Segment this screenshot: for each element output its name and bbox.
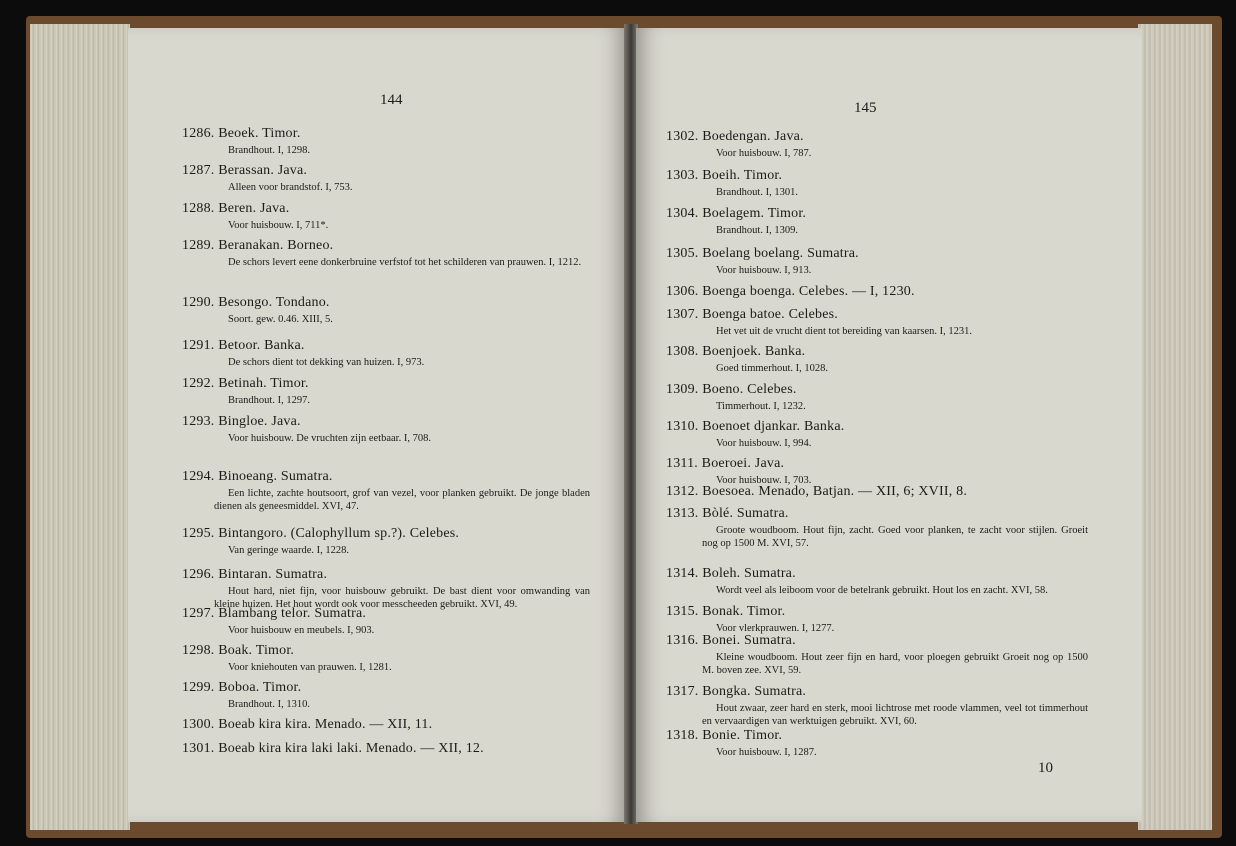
entry-heading bbox=[182, 469, 333, 485]
entry-number: 1296. bbox=[182, 567, 215, 582]
entry-number: 1316. bbox=[666, 633, 699, 648]
entry-heading bbox=[666, 168, 782, 184]
entry-heading bbox=[182, 126, 301, 142]
entry-number: 1308. bbox=[666, 344, 699, 359]
entry-name: Bongka. Sumatra. bbox=[698, 684, 807, 699]
entry-heading bbox=[666, 382, 797, 398]
right-page bbox=[636, 28, 1142, 822]
entry-description: Hout hard, niet fijn, voor huisbouw gebruikt. De bast dient voor omwanding van kleine huizen. Het hout wordt ook voor messcheeden gebruikt. XVI, 49. bbox=[214, 586, 590, 610]
entry-name: Boenoet djankar. Banka. bbox=[698, 419, 845, 434]
entry-number: 1290. bbox=[182, 295, 215, 310]
entry-heading bbox=[182, 238, 333, 254]
entry-description: Voor huisbouw. I, 913. bbox=[716, 265, 812, 276]
entry-description: Voor vlerkprauwen. I, 1277. bbox=[716, 623, 835, 634]
entry-number: 1298. bbox=[182, 643, 215, 658]
entry-name: Boenjoek. Banka. bbox=[698, 344, 806, 359]
entry-name: Boleh. Sumatra. bbox=[698, 566, 796, 581]
entry-description: Voor huisbouw. I, 1287. bbox=[716, 747, 817, 758]
entry-name: Boelagem. Timor. bbox=[698, 206, 807, 221]
entry-number: 1300. bbox=[182, 717, 215, 732]
entry-name: Beranakan. Borneo. bbox=[214, 238, 334, 253]
entry-description: Timmerhout. I, 1232. bbox=[716, 401, 806, 412]
entry-heading bbox=[666, 419, 844, 435]
entry-number: 1286. bbox=[182, 126, 215, 141]
page-number-left: 144 bbox=[380, 92, 403, 108]
page-edges-left bbox=[30, 24, 130, 830]
entry-heading bbox=[182, 567, 327, 583]
entry-description: De schors levert eene donkerbruine verfstof tot het schilderen van prauwen. I, 1212. bbox=[228, 257, 582, 268]
entry-heading bbox=[666, 728, 782, 744]
entry-name: Beren. Java. bbox=[214, 201, 290, 216]
entry-number: 1305. bbox=[666, 246, 699, 261]
entry-description: Brandhout. I, 1310. bbox=[228, 699, 310, 710]
entry-description: Een lichte, zachte houtsoort, grof van vezel, voor planken gebruikt. De jonge bladen dienen als geneesmiddel. XVI, 47. bbox=[214, 488, 590, 512]
entry-number: 1294. bbox=[182, 469, 215, 484]
entry-description: Brandhout. I, 1309. bbox=[716, 225, 798, 236]
entry-heading bbox=[666, 344, 805, 360]
entry-name: Boeab kira kira. Menado. — XII, 11. bbox=[214, 717, 433, 732]
entry-heading bbox=[182, 338, 305, 354]
entry-name: Berassan. Java. bbox=[214, 163, 308, 178]
entry-heading bbox=[182, 414, 301, 430]
entry-number: 1293. bbox=[182, 414, 215, 429]
entry-heading bbox=[666, 284, 915, 300]
entry-heading bbox=[182, 163, 307, 179]
entry-number: 1318. bbox=[666, 728, 699, 743]
entry-heading bbox=[666, 506, 789, 522]
entry-description: Voor huisbouw. I, 711*. bbox=[228, 220, 329, 231]
entry-heading bbox=[666, 566, 796, 582]
entry-number: 1289. bbox=[182, 238, 215, 253]
entry-heading bbox=[182, 643, 294, 659]
entry-description: Van geringe waarde. I, 1228. bbox=[228, 545, 349, 556]
entry-description: Alleen voor brandstof. I, 753. bbox=[228, 182, 353, 193]
entry-name: Betinah. Timor. bbox=[214, 376, 309, 391]
entry-description: Brandhout. I, 1297. bbox=[228, 395, 310, 406]
entry-heading bbox=[182, 680, 301, 696]
entry-description: Brandhout. I, 1301. bbox=[716, 187, 798, 198]
entry-name: Bòlé. Sumatra. bbox=[698, 506, 789, 521]
entry-name: Boak. Timor. bbox=[214, 643, 295, 658]
entry-name: Betoor. Banka. bbox=[214, 338, 305, 353]
entry-number: 1312. bbox=[666, 484, 699, 499]
entry-description: Groote woudboom. Hout fijn, zacht. Goed voor planken, te zacht voor stijlen. Groeit nog op 1500 M. XVI, 57. bbox=[702, 525, 1088, 549]
entry-heading bbox=[666, 206, 806, 222]
entry-name: Boeih. Timor. bbox=[698, 168, 783, 183]
entry-description: Goed timmerhout. I, 1028. bbox=[716, 363, 828, 374]
entry-heading bbox=[666, 246, 859, 262]
page-number-right: 145 bbox=[854, 100, 877, 116]
entry-number: 1304. bbox=[666, 206, 699, 221]
entry-number: 1302. bbox=[666, 129, 699, 144]
entry-number: 1314. bbox=[666, 566, 699, 581]
entry-name: Bonei. Sumatra. bbox=[698, 633, 796, 648]
entry-number: 1303. bbox=[666, 168, 699, 183]
entry-description: Wordt veel als leiboom voor de betelrank gebruikt. Hout los en zacht. XVI, 58. bbox=[716, 585, 1048, 596]
entry-description: De schors dient tot dekking van huizen. I, 973. bbox=[228, 357, 425, 368]
page-edges-right bbox=[1138, 24, 1212, 830]
entry-heading bbox=[666, 633, 796, 649]
entry-number: 1301. bbox=[182, 741, 215, 756]
entry-name: Boeroei. Java. bbox=[697, 456, 785, 471]
entry-description: Voor huisbouw. I, 703. bbox=[716, 475, 812, 486]
entry-heading bbox=[182, 741, 484, 757]
entry-number: 1291. bbox=[182, 338, 215, 353]
entry-heading bbox=[666, 307, 838, 323]
entry-name: Bonak. Timor. bbox=[698, 604, 786, 619]
entry-name: Bintaran. Sumatra. bbox=[214, 567, 328, 582]
entry-name: Boeno. Celebes. bbox=[698, 382, 797, 397]
entry-name: Boenga boenga. Celebes. — I, 1230. bbox=[698, 284, 915, 299]
entry-description: Het vet uit de vrucht dient tot bereiding van kaarsen. I, 1231. bbox=[716, 326, 973, 337]
entry-name: Besongo. Tondano. bbox=[214, 295, 330, 310]
entry-number: 1313. bbox=[666, 506, 699, 521]
entry-heading bbox=[182, 201, 289, 217]
entry-description: Brandhout. I, 1298. bbox=[228, 145, 310, 156]
entry-number: 1311. bbox=[666, 456, 698, 471]
entry-heading bbox=[182, 376, 309, 392]
entry-description: Voor huisbouw. I, 787. bbox=[716, 148, 812, 159]
entry-heading bbox=[666, 456, 784, 472]
entry-description: Soort. gew. 0.46. XIII, 5. bbox=[228, 314, 333, 325]
entry-number: 1310. bbox=[666, 419, 699, 434]
entry-number: 1287. bbox=[182, 163, 215, 178]
entry-name: Binoeang. Sumatra. bbox=[214, 469, 333, 484]
entry-number: 1295. bbox=[182, 526, 215, 541]
entry-number: 1299. bbox=[182, 680, 215, 695]
entry-heading bbox=[666, 484, 967, 500]
entry-description: Voor huisbouw. De vruchten zijn eetbaar. I, 708. bbox=[228, 433, 431, 444]
entry-description: Voor kniehouten van prauwen. I, 1281. bbox=[228, 662, 392, 673]
entry-name: Bingloe. Java. bbox=[214, 414, 301, 429]
entry-heading bbox=[182, 526, 459, 542]
entry-number: 1309. bbox=[666, 382, 699, 397]
entry-name: Boelang boelang. Sumatra. bbox=[698, 246, 859, 261]
entry-number: 1315. bbox=[666, 604, 699, 619]
sheet-signature-number: 10 bbox=[1038, 760, 1053, 776]
entry-description: Voor huisbouw en meubels. I, 903. bbox=[228, 625, 375, 636]
entry-name: Beoek. Timor. bbox=[214, 126, 301, 141]
entry-number: 1307. bbox=[666, 307, 699, 322]
entry-number: 1292. bbox=[182, 376, 215, 391]
entry-number: 1306. bbox=[666, 284, 699, 299]
entry-name: Blambang telor. Sumatra. bbox=[214, 606, 367, 621]
entry-name: Boenga batoe. Celebes. bbox=[698, 307, 839, 322]
entry-number: 1288. bbox=[182, 201, 215, 216]
entry-name: Bonie. Timor. bbox=[698, 728, 783, 743]
entry-heading bbox=[182, 295, 330, 311]
entry-heading bbox=[666, 604, 785, 620]
entry-name: Boedengan. Java. bbox=[698, 129, 804, 144]
entry-description: Hout zwaar, zeer hard en sterk, mooi lichtrose met roode vlammen, veel tot timmerhout en vervaardigen van werktuigen gebruikt. XVI, 60. bbox=[702, 703, 1088, 727]
entry-heading bbox=[182, 717, 432, 733]
entry-description: Voor huisbouw. I, 994. bbox=[716, 438, 812, 449]
entry-description: Kleine woudboom. Hout zeer fijn en hard, voor ploegen gebruikt Groeit nog op 1500 M. boven zee. XVI, 59. bbox=[702, 652, 1088, 676]
entry-name: Boesoea. Menado, Batjan. — XII, 6; XVII, 8. bbox=[698, 484, 968, 499]
entry-name: Boboa. Timor. bbox=[214, 680, 302, 695]
entry-heading bbox=[182, 606, 366, 622]
entry-heading bbox=[666, 684, 806, 700]
entry-heading bbox=[666, 129, 804, 145]
entry-number: 1317. bbox=[666, 684, 699, 699]
entry-number: 1297. bbox=[182, 606, 215, 621]
entry-name: Bintangoro. (Calophyllum sp.?). Celebes. bbox=[214, 526, 460, 541]
entry-name: Boeab kira kira laki laki. Menado. — XII, 12. bbox=[214, 741, 484, 756]
left-page bbox=[128, 28, 626, 822]
